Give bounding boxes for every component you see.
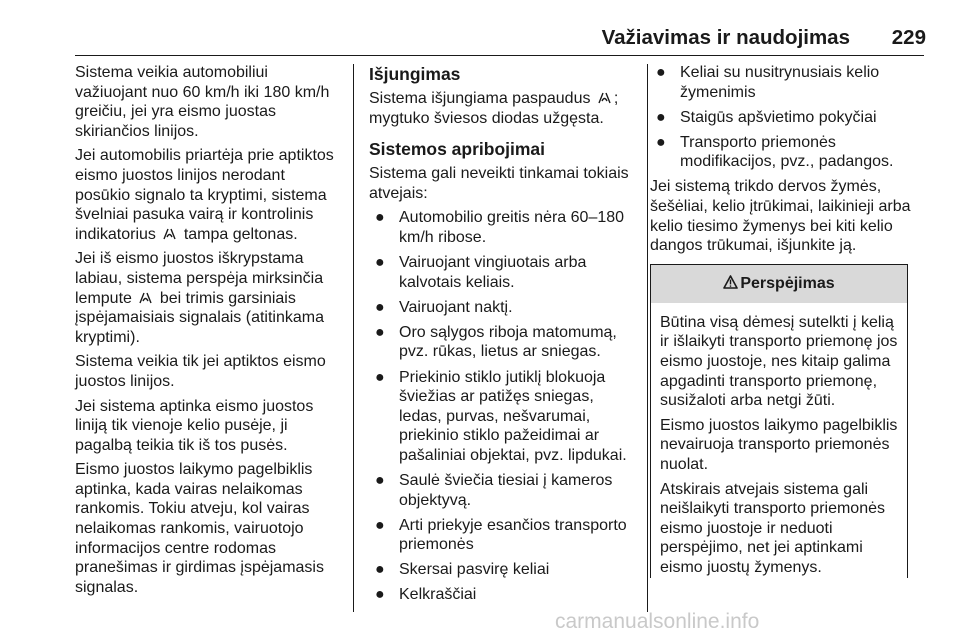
list-item: [369, 298, 639, 318]
paragraph-text: Jei iš eismo juostos iškrypstama labiau, sistema perspėja mirksinčia lempute: [75, 250, 324, 307]
page-number: 229: [891, 26, 926, 49]
bullet-icon: ●: [656, 108, 666, 126]
warning-box: [650, 264, 908, 578]
list-item: [369, 323, 639, 362]
text-column-2: [369, 63, 639, 611]
bullet-icon: ●: [375, 586, 385, 604]
list-item: [369, 585, 639, 605]
list-item-text: Saulė šviečia tiesiai į kameros objektyvą.: [399, 472, 613, 509]
list-item: [650, 108, 925, 128]
bullet-icon: ●: [656, 64, 666, 81]
list-item-text: Staigūs apšvietimo pokyčiai: [680, 108, 877, 126]
bullet-icon: ●: [375, 323, 385, 341]
warning-triangle-icon: [723, 275, 738, 289]
list-item: [369, 208, 639, 247]
paragraph: Jei sistemą trikdo dervos žymės, šešėliai, kelio įtrūkimai, laikinieji arba kelio tiesimo žymenys bei kiti kelio dangos trūkumai, išjunkite ją.: [650, 178, 911, 255]
bullet-icon: ●: [375, 254, 385, 272]
column-divider-left: [353, 64, 354, 612]
limitations-list: [369, 208, 639, 605]
column-divider-right: [647, 64, 648, 612]
lane-keep-assist-icon: [596, 92, 613, 104]
bullet-icon: ●: [375, 368, 385, 386]
header-divider: [75, 55, 924, 56]
paragraph: Būtina visą dėmesį sutelkti į kelią ir išlaikyti transporto priemonę jos eismo juostoje, nes kitaip galima apgadinti transporto priemonę, susižaloti arba netgi žūti.: [660, 313, 898, 410]
paragraph-text: Sistema išjungiama paspaudus: [369, 90, 595, 107]
list-item-text: Automobilio greitis nėra 60–180 km/h ribose.: [399, 209, 625, 246]
paragraph-text: bei trimis garsiniais įspėjamaisiais signalais (atitinkama kryptimi).: [75, 289, 324, 346]
paragraph: Eismo juostos laikymo pagelbiklis nevairuoja transporto priemonės nuolat.: [660, 416, 898, 473]
lane-keep-assist-icon: [161, 228, 178, 240]
list-item: [650, 133, 925, 172]
warning-header: [650, 264, 908, 303]
list-item-text: Transporto priemonės modifikacijos, pvz., padangos.: [680, 133, 894, 171]
section-heading: Sistemos apribojimai: [369, 139, 546, 160]
text-column-3: [650, 63, 925, 583]
watermark-text: carmanualsonline.info: [555, 610, 760, 633]
bullet-icon: ●: [375, 298, 385, 316]
list-item-text: Keliai su nusitrynusiais kelio žymenimis: [680, 64, 880, 101]
list-item: [369, 516, 639, 555]
list-item: [369, 471, 639, 510]
warning-title: Perspėjimas: [740, 274, 835, 292]
paragraph: [75, 146, 340, 244]
list-item-text: Oro sąlygos riboja matomumą, pvz. rūkas, lietus ar sniegas.: [399, 323, 617, 361]
paragraph-text: Jei automobilis priartėja prie aptiktos eismo juostos linijos nerodant posūkio signalo ta kryptimi, sistema švelniai pasuka vairą ir kontrolinis indikatorius: [75, 147, 334, 243]
page-header-title: Važiavimas ir naudojimas: [601, 26, 850, 49]
warning-body: [650, 303, 908, 578]
list-item-text: Vairuojant vingiuotais arba kalvotais keliais.: [399, 254, 587, 291]
section-heading: Išjungimas: [369, 64, 461, 84]
list-item-text: Priekinio stiklo jutiklį blokuoja šviežias ar patižęs sniegas, ledas, purvas, nešvarumai, priekinio stiklo pažeidimai ar pašaliniai objektai, pvz. lipdukai.: [399, 368, 627, 464]
paragraph-text: ; mygtuko šviesos diodas užgęsta.: [369, 90, 619, 127]
paragraph: Sistema veikia automobiliui važiuojant nuo 60 km/h iki 180 km/h greičiu, jei yra eismo juostas skiriančios linijos.: [75, 64, 330, 140]
paragraph: Jei sistema aptinka eismo juostos liniją tik vienoje kelio pusėje, ji pagalbą teikia tik iš tos pusės.: [75, 397, 314, 454]
list-item: [369, 560, 639, 580]
bullet-icon: ●: [375, 472, 385, 489]
bullet-icon: ●: [375, 561, 385, 579]
limitations-list-continued: [650, 63, 925, 172]
paragraph: Eismo juostos laikymo pagelbiklis aptinka, kada vairas nelaikomas rankomis. Tokiu atveju, kol vairas nelaikomas rankomis, vairuotojo informacijos centre rodomas pranešimas ir girdimas įspėjamasis signalas.: [75, 461, 324, 596]
lane-keep-assist-icon: [137, 292, 154, 304]
paragraph: Sistema gali neveikti tinkamai tokiais atvejais:: [369, 165, 629, 202]
bullet-icon: ●: [375, 516, 385, 534]
list-item: [650, 63, 925, 102]
list-item-text: Vairuojant naktį.: [399, 298, 513, 316]
list-item: [369, 253, 639, 292]
list-item-text: Arti priekyje esančios transporto priemonės: [399, 516, 627, 554]
paragraph: [369, 89, 639, 128]
list-item-text: Skersai pasvirę keliai: [399, 561, 550, 579]
text-column-1: [75, 63, 340, 602]
bullet-icon: ●: [656, 133, 666, 151]
list-item-text: Kelkraščiai: [399, 586, 477, 604]
paragraph: Sistema veikia tik jei aptiktos eismo juostos linijos.: [75, 353, 326, 390]
paragraph-text: tampa geltonas.: [179, 225, 298, 243]
paragraph: Atskirais atvejais sistema gali neišlaikyti transporto priemonės eismo juostoje ir neduoti perspėjimo, net jei aptinkami eismo juostų žymenys.: [660, 480, 885, 576]
paragraph: [75, 249, 340, 347]
bullet-icon: ●: [375, 209, 385, 227]
list-item: [369, 368, 639, 466]
